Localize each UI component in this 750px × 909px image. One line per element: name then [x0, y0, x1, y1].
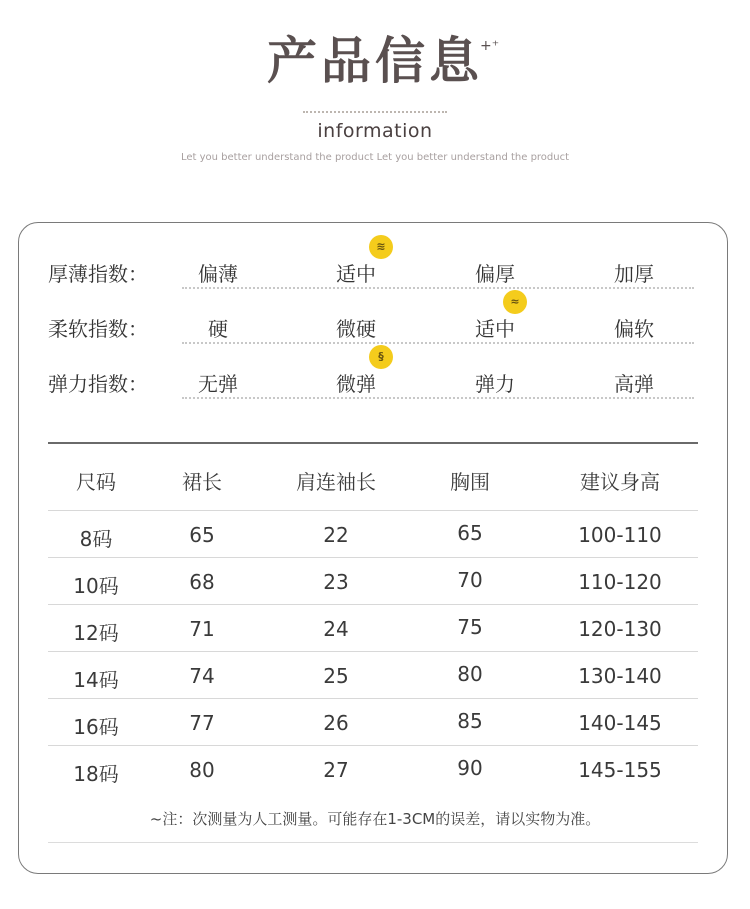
- thickness-index-label: 厚薄指数：: [48, 262, 148, 286]
- cell-dress-length: 65: [189, 523, 215, 547]
- cell-chest: 80: [457, 662, 483, 686]
- thickness-option: 偏厚: [475, 262, 515, 286]
- elasticity-option: 微弹: [336, 372, 376, 396]
- size-table-top-border: [48, 442, 698, 444]
- softness-option: 偏软: [614, 317, 654, 341]
- cell-dress-length: 74: [189, 664, 215, 688]
- thickness-selected-marker-icon: ≋: [369, 235, 393, 259]
- cell-size: 12码: [73, 621, 119, 645]
- cell-height: 110-120: [578, 570, 662, 594]
- cell-sleeve-length: 22: [323, 523, 349, 547]
- sparkle-icon: +⁺: [480, 38, 500, 54]
- thickness-dotted-line: [182, 287, 694, 289]
- page-subtitle: information: [317, 120, 433, 142]
- cell-height: 145-155: [578, 758, 662, 782]
- elasticity-dotted-line: [182, 397, 694, 399]
- cell-chest: 85: [457, 709, 483, 733]
- measurement-note: ~注：次测量为人工测量。可能存在1-3CM的误差，请以实物为准。: [149, 810, 601, 828]
- page-title: 产品信息: [267, 32, 483, 90]
- cell-sleeve-length: 26: [323, 711, 349, 735]
- row-divider: [48, 510, 698, 511]
- title-divider: [303, 111, 447, 113]
- cell-height: 120-130: [578, 617, 662, 641]
- cell-size: 10码: [73, 574, 119, 598]
- elasticity-index-label: 弹力指数：: [48, 372, 148, 396]
- cell-sleeve-length: 24: [323, 617, 349, 641]
- cell-height: 100-110: [578, 523, 662, 547]
- row-divider: [48, 557, 698, 558]
- header-chest: 胸围: [450, 470, 490, 494]
- cell-chest: 65: [457, 521, 483, 545]
- thickness-option: 偏薄: [198, 262, 238, 286]
- cell-chest: 70: [457, 568, 483, 592]
- softness-index-label: 柔软指数：: [48, 317, 148, 341]
- cell-size: 16码: [73, 715, 119, 739]
- header-dress-length: 裙长: [182, 470, 222, 494]
- softness-dotted-line: [182, 342, 694, 344]
- cell-dress-length: 68: [189, 570, 215, 594]
- row-divider: [48, 651, 698, 652]
- elasticity-option: 弹力: [475, 372, 515, 396]
- softness-option: 适中: [475, 317, 515, 341]
- cell-chest: 90: [457, 756, 483, 780]
- cell-size: 8码: [79, 527, 113, 551]
- page-tagline: Let you better understand the product Let you better understand the product: [180, 152, 570, 163]
- cell-sleeve-length: 25: [323, 664, 349, 688]
- row-divider: [48, 604, 698, 605]
- cell-dress-length: 77: [189, 711, 215, 735]
- header-sleeve-length: 肩连袖长: [296, 470, 376, 494]
- cell-chest: 75: [457, 615, 483, 639]
- cell-dress-length: 71: [189, 617, 215, 641]
- cell-dress-length: 80: [189, 758, 215, 782]
- elasticity-option: 高弹: [614, 372, 654, 396]
- cell-sleeve-length: 27: [323, 758, 349, 782]
- row-divider: [48, 698, 698, 699]
- thickness-option: 加厚: [614, 262, 654, 286]
- cell-size: 14码: [73, 668, 119, 692]
- thickness-option: 适中: [336, 262, 376, 286]
- row-divider: [48, 745, 698, 746]
- softness-option: 硬: [208, 317, 228, 341]
- elasticity-selected-marker-icon: §: [369, 345, 393, 369]
- cell-height: 130-140: [578, 664, 662, 688]
- softness-option: 微硬: [336, 317, 376, 341]
- cell-height: 140-145: [578, 711, 662, 735]
- cell-sleeve-length: 23: [323, 570, 349, 594]
- cell-size: 18码: [73, 762, 119, 786]
- header-size: 尺码: [76, 470, 116, 494]
- table-bottom-border: [48, 842, 698, 843]
- elasticity-option: 无弹: [198, 372, 238, 396]
- header-height: 建议身高: [580, 470, 660, 494]
- softness-selected-marker-icon: ≈: [503, 290, 527, 314]
